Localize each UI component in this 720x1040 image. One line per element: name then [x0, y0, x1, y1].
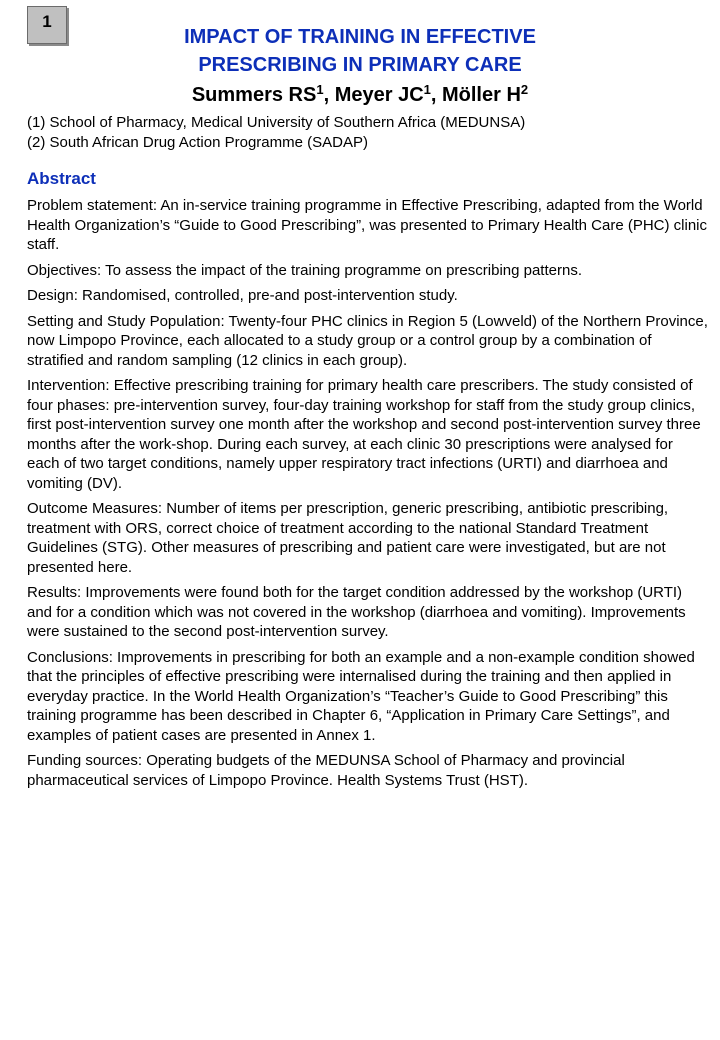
abstract-body: [27, 196, 709, 796]
author-separator: ,: [323, 84, 335, 106]
author-1-name: Summers RS: [191, 84, 317, 106]
abstract-funding-sources: Funding sources: Operating budgets of the MEDUNSA School of Pharmacy and provincial pharmaceutical services of Limpopo Province. Health Systems Trust (HST).: [27, 752, 625, 789]
abstract-outcome-measures: Outcome Measures: Number of items per prescription, generic prescribing, antibiotic prescribing, treatment with ORS, correct choice of treatment according to the national Standard Treatment Guidelines (STG). Other measures of prescribing and patient care were investigated, but are not presented here.: [27, 500, 669, 576]
author-2-affiliation-mark: 1: [423, 82, 431, 97]
author-separator: ,: [430, 84, 442, 106]
abstract-intervention: Intervention: Effective prescribing training for primary health care prescribers. The study consisted of four phases: pre-intervention survey, four-day training workshop for staff from the study group clinics, first post-intervention survey one month after the workshop and second post-intervention survey three months after the work-shop. During each survey, at each clinic 30 prescriptions were analysed for each of two target conditions, namely upper respiratory tract infections (URTI) and diarrhoea and vomiting (DV).: [27, 377, 701, 492]
abstract-conclusions: Conclusions: Improvements in prescribing for both an example and a non-example condition showed that the principles of effective prescribing were internalised during the training and then applied in everyday practice. In the World Health Organization’s “Teacher’s Guide to Good Prescribing” this training programme has been described in Chapter 6, “Application in Primary Care Settings”, and examples of patient cases are presented in Annex 1.: [27, 648, 695, 744]
abstract-objectives: Objectives: To assess the impact of the training programme on prescribing patterns.: [27, 261, 582, 279]
author-2-name: Meyer JC: [334, 84, 424, 106]
abstract-results: Results: Improvements were found both for the target condition addressed by the workshop (URTI) and for a condition which was not covered in the workshop (diarrhoea and vomiting). Improvements were sustained to the second post-intervention survey.: [27, 584, 686, 640]
abstract-problem-statement: Problem statement: An in-service training programme in Effective Prescribing, adapted from the World Health Organization’s “Guide to Good Prescribing”, was presented to Primary Health Care (PHC) clinic staff.: [27, 197, 708, 253]
affiliation-1: (1) School of Pharmacy, Medical University of Southern Africa (MEDUNSA): [27, 114, 526, 131]
author-3-affiliation-mark: 2: [520, 82, 529, 97]
author-line: [0, 82, 720, 108]
abstract-setting: Setting and Study Population: Twenty-four PHC clinics in Region 5 (Lowveld) of the Northern Province, now Limpopo Province, each allocated to a study group or a control group by a combination of stratified and random sampling (12 clinics in each group).: [27, 312, 708, 369]
title-line-1: IMPACT OF TRAINING IN EFFECTIVE: [184, 26, 536, 48]
page-number-badge: 1: [27, 6, 67, 44]
affiliation-2: (2) South African Drug Action Programme (SADAP): [27, 134, 368, 151]
abstract-heading: Abstract: [27, 169, 96, 188]
page-title: [0, 23, 720, 79]
author-3-name: Möller H: [442, 84, 521, 106]
author-1-affiliation-mark: 1: [316, 82, 324, 97]
affiliations: [27, 113, 707, 153]
title-line-2: PRESCRIBING IN PRIMARY CARE: [198, 54, 522, 76]
abstract-design: Design: Randomised, controlled, pre-and post-intervention study.: [27, 287, 458, 304]
